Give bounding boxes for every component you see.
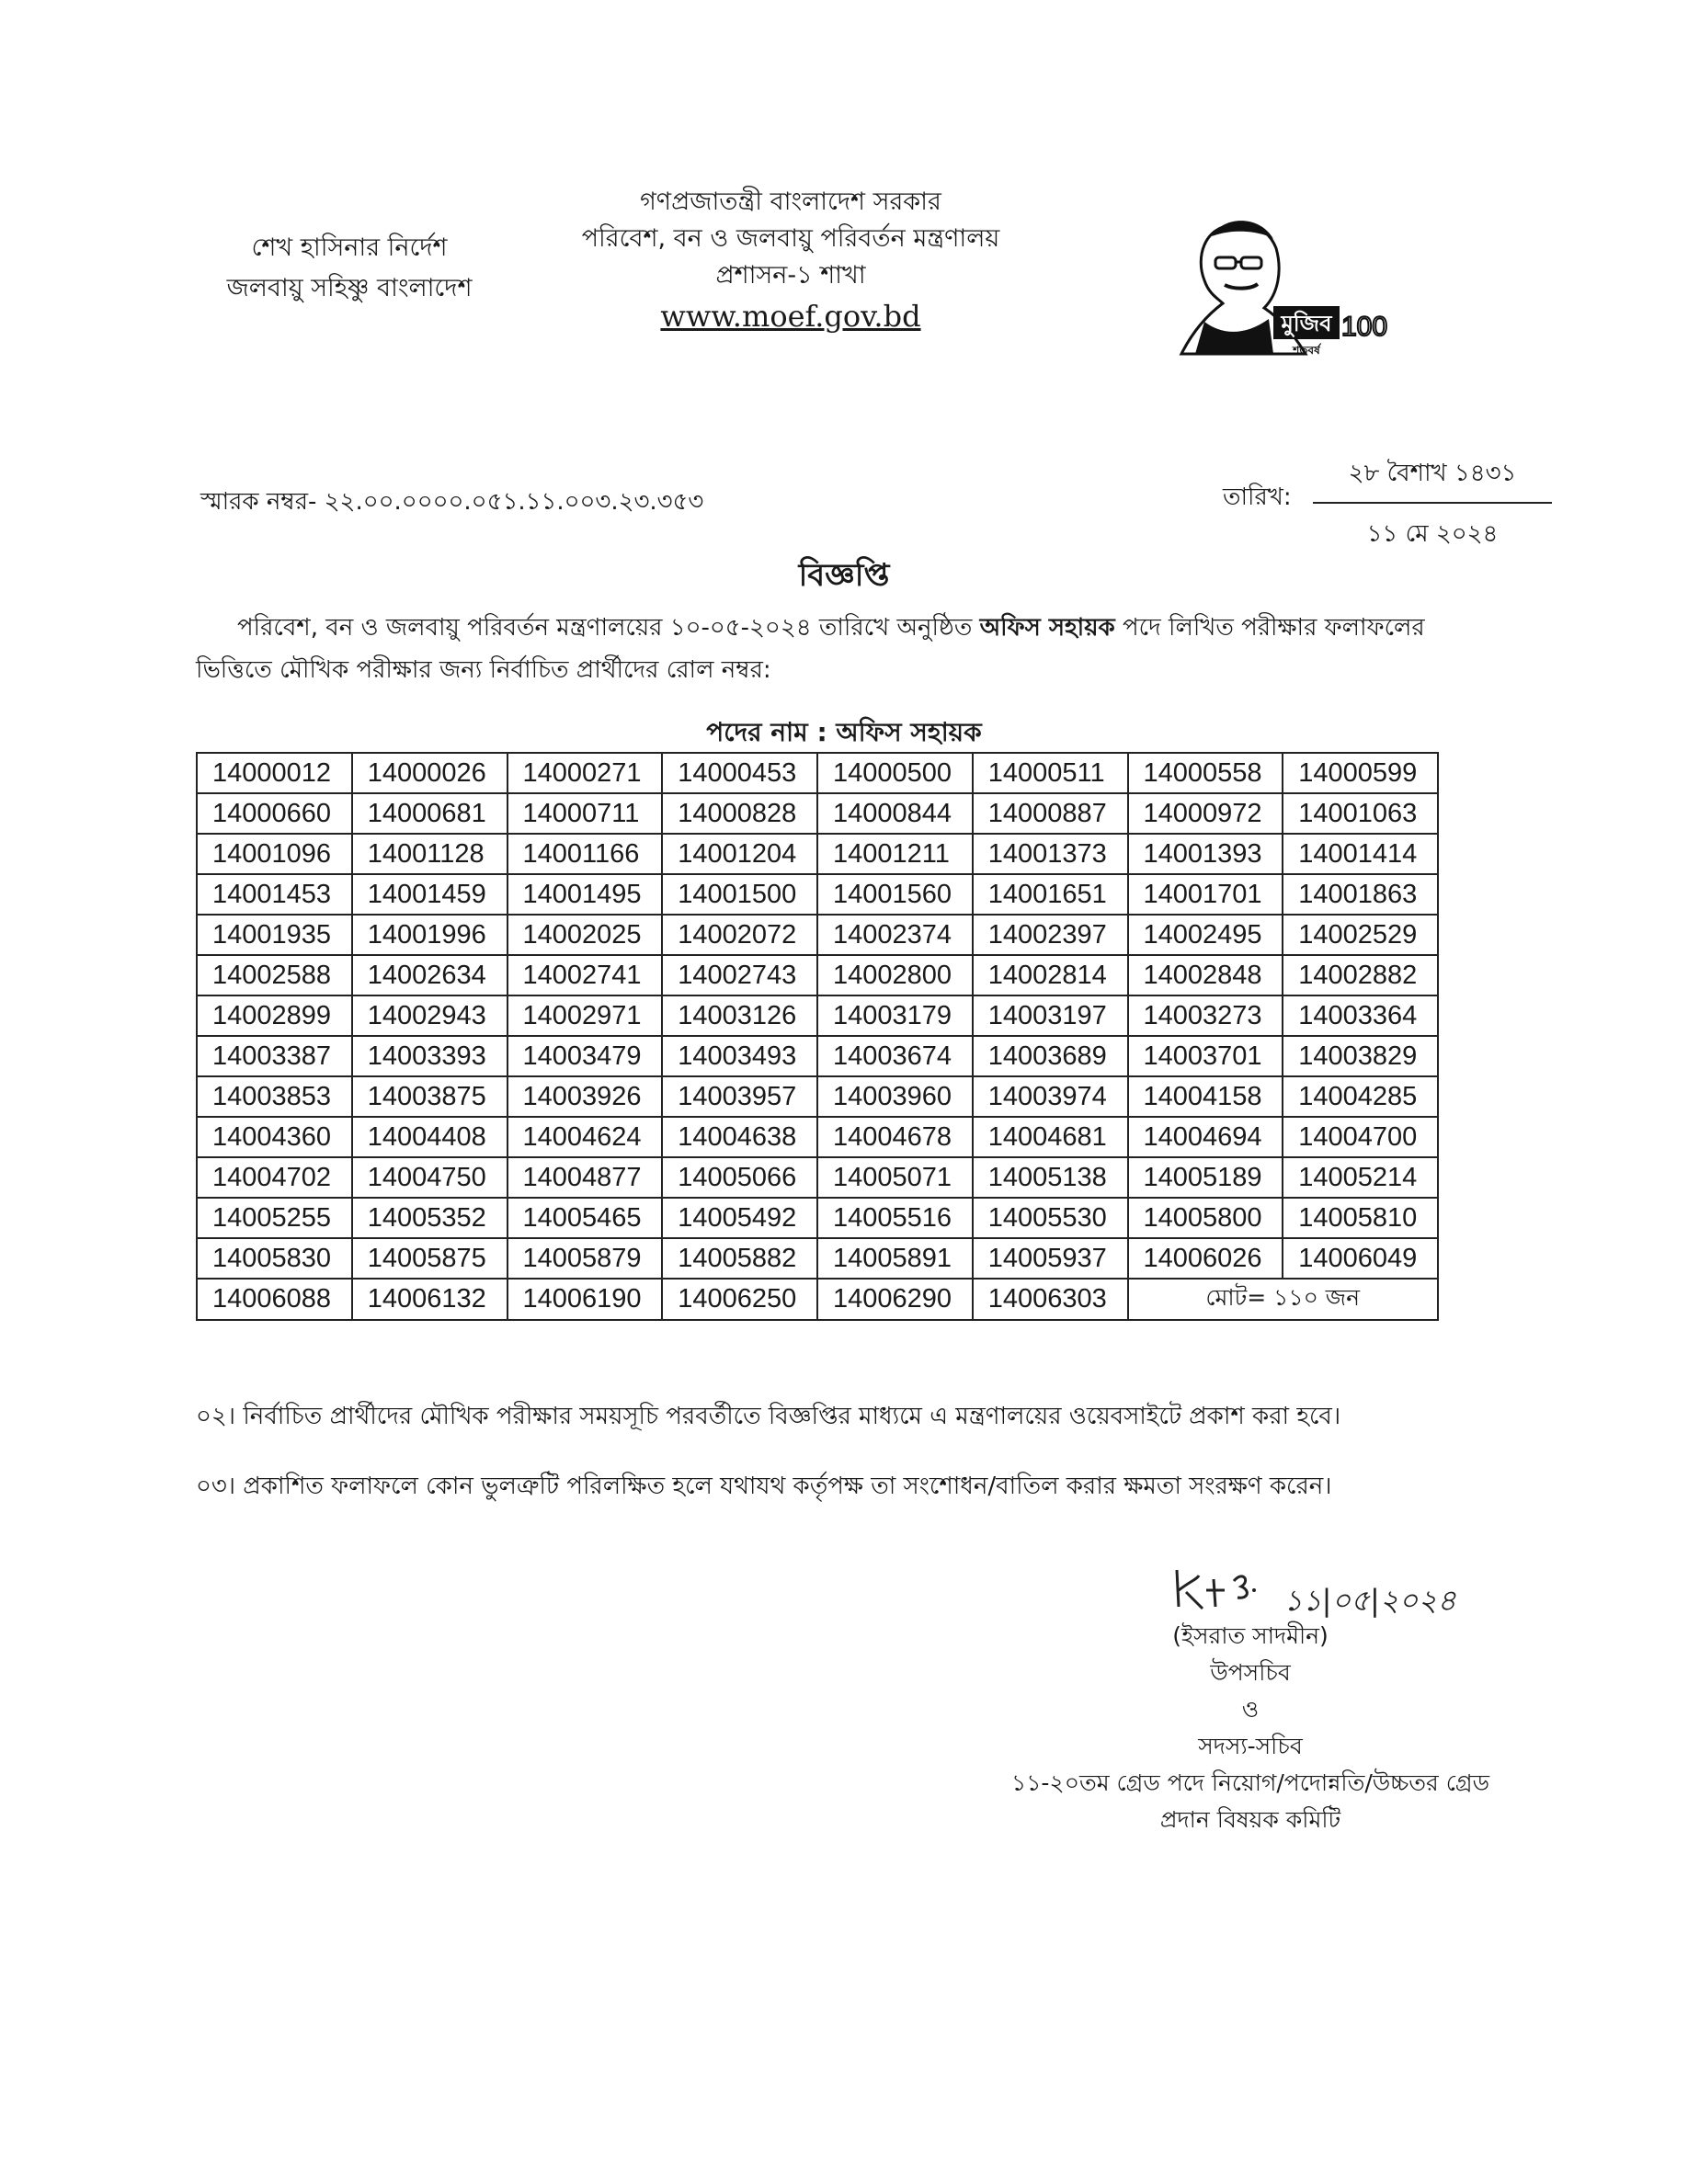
roll-cell: 14002899 [197,995,352,1036]
signatory-role: সদস্য-সচিব [1198,1733,1303,1759]
roll-cell: 14001459 [352,874,508,915]
roll-cell: 14004624 [508,1117,663,1157]
roll-cell: 14003960 [817,1076,973,1117]
roll-number-table [196,752,1439,1321]
logo-text: মুজিব [1281,311,1332,336]
roll-cell: 14005800 [1128,1198,1283,1238]
post-title: পদের নাম : অফিস সহায়ক [706,717,982,747]
roll-cell: 14000599 [1283,753,1438,793]
roll-cell: 14003853 [197,1076,352,1117]
roll-cell: 14002741 [508,955,663,995]
roll-cell: 14004285 [1283,1076,1438,1117]
table-row [197,1238,1438,1279]
roll-cell: 14000972 [1128,793,1283,834]
roll-cell: 14004408 [352,1117,508,1157]
roll-cell: 14000660 [197,793,352,834]
roll-cell: 14002025 [508,915,663,955]
roll-cell: 14002971 [508,995,663,1036]
roll-cell: 14003479 [508,1036,663,1076]
table-row [197,793,1438,834]
table-row [197,874,1438,915]
roll-cell: 14005071 [817,1157,973,1198]
paragraph-2: ০২। নির্বাচিত প্রার্থীদের মৌখিক পরীক্ষার সময়সূচি পরবর্তীতে বিজ্ঞপ্তির মাধ্যমে এ মন্ত্রণালয়ের ওয়েবসাইটে প্রকাশ করা হবে। [196,1403,1341,1430]
roll-cell: 14001500 [662,874,817,915]
roll-cell: 14003126 [662,995,817,1036]
roll-cell: 14001414 [1283,834,1438,874]
roll-cell: 14002634 [352,955,508,995]
roll-cell: 14004681 [973,1117,1128,1157]
mujib-100-logo [1168,207,1388,358]
roll-cell: 14000887 [973,793,1128,834]
roll-cell: 14003273 [1128,995,1283,1036]
body-post-name: অফিস সহায়ক [979,614,1115,642]
roll-cell: 14005352 [352,1198,508,1238]
roll-cell: 14001166 [508,834,663,874]
roll-cell: 14006132 [352,1279,508,1320]
roll-cell: 14005875 [352,1238,508,1279]
logo-number: 100 [1340,312,1388,342]
roll-cell: 14004360 [197,1117,352,1157]
date-block [1313,454,1552,555]
roll-cell: 14004158 [1128,1076,1283,1117]
roll-cell: 14000558 [1128,753,1283,793]
date-english: ১১ মে ২০২৪ [1366,520,1499,548]
roll-cell: 14004702 [197,1157,352,1198]
roll-cell: 14002814 [973,955,1128,995]
roll-cell: 14005882 [662,1238,817,1279]
roll-cell: 14003179 [817,995,973,1036]
roll-cell: 14001495 [508,874,663,915]
roll-cell: 14005937 [973,1238,1128,1279]
roll-cell: 14004700 [1283,1117,1438,1157]
roll-cell: 14003829 [1283,1036,1438,1076]
signature-date: ১১|০৫|২০২৪ [1283,1583,1456,1618]
roll-cell: 14003701 [1128,1036,1283,1076]
roll-cell: 14001996 [352,915,508,955]
roll-cell: 14002943 [352,995,508,1036]
table-row [197,1157,1438,1198]
roll-cell: 14001373 [973,834,1128,874]
roll-cell: 14000844 [817,793,973,834]
roll-cell: 14006290 [817,1279,973,1320]
roll-cell: 14001651 [973,874,1128,915]
signatory-designation: উপসচিব [1210,1659,1291,1686]
roll-cell: 14001204 [662,834,817,874]
roll-cell: 14003875 [352,1076,508,1117]
roll-cell: 14002495 [1128,915,1283,955]
roll-cell: 14001063 [1283,793,1438,834]
total-count: মোট= ১১০ জন [1128,1279,1439,1320]
roll-cell: 14002743 [662,955,817,995]
roll-cell: 14003926 [508,1076,663,1117]
table-row [197,753,1438,793]
table-row [197,1036,1438,1076]
roll-cell: 14005189 [1128,1157,1283,1198]
roll-cell: 14000711 [508,793,663,834]
roll-cell: 14004694 [1128,1117,1283,1157]
roll-cell: 14002588 [197,955,352,995]
roll-cell: 14000681 [352,793,508,834]
roll-cell: 14001935 [197,915,352,955]
roll-cell: 14005066 [662,1157,817,1198]
slogan-line-1: শেখ হাসিনার নির্দেশ [251,233,448,262]
branch-name: প্রশাসন-১ শাখা [715,261,866,290]
table-row [197,1076,1438,1117]
roll-cell: 14000500 [817,753,973,793]
roll-cell: 14003689 [973,1036,1128,1076]
notice-body [196,607,1446,691]
roll-cell: 14001701 [1128,874,1283,915]
roll-cell: 14003493 [662,1036,817,1076]
body-text-2: পদে লিখিত পরীক্ষার ফলাফলের ভিত্তিতে মৌখিক পরীক্ষার জন্য নির্বাচিত প্রার্থীদের রোল নম্বর: [196,614,1425,684]
roll-cell: 14005465 [508,1198,663,1238]
roll-cell: 14001560 [817,874,973,915]
signatory-name: (ইসরাত সাদমীন) [1172,1622,1329,1649]
roll-cell: 14006026 [1128,1238,1283,1279]
roll-cell: 14000828 [662,793,817,834]
roll-cell: 14003674 [817,1036,973,1076]
roll-cell: 14006190 [508,1279,663,1320]
roll-cell: 14004678 [817,1117,973,1157]
government-name: গণপ্রজাতন্ত্রী বাংলাদেশ সরকার [640,188,941,216]
roll-cell: 14004638 [662,1117,817,1157]
roll-cell: 14005530 [973,1198,1128,1238]
signatory-and: ও [1241,1696,1260,1723]
committee-line-1: ১১-২০তম গ্রেড পদে নিয়োগ/পদোন্নতি/উচ্চতর গ্রেড [1010,1769,1490,1796]
roll-cell: 14004750 [352,1157,508,1198]
roll-cell: 14001096 [197,834,352,874]
roll-cell: 14005214 [1283,1157,1438,1198]
roll-cell: 14005830 [197,1238,352,1279]
roll-cell: 14002374 [817,915,973,955]
roll-cell: 14000012 [197,753,352,793]
roll-cell: 14002882 [1283,955,1438,995]
memo-number: স্মারক নম্বর- ২২.০০.০০০০.০৫১.১১.০০৩.২৩.৩৫৩ [200,488,704,516]
roll-cell: 14002397 [973,915,1128,955]
website-link[interactable]: www.moef.gov.bd [660,299,921,334]
roll-cell: 14001211 [817,834,973,874]
roll-cell: 14004877 [508,1157,663,1198]
roll-cell: 14005138 [973,1157,1128,1198]
roll-cell: 14006049 [1283,1238,1438,1279]
roll-cell: 14006250 [662,1279,817,1320]
letterhead [515,184,1066,335]
roll-cell: 14005255 [197,1198,352,1238]
roll-cell: 14000511 [973,753,1128,793]
roll-cell: 14000026 [352,753,508,793]
date-label: তারিখ: [1223,483,1292,511]
roll-cell: 14005492 [662,1198,817,1238]
roll-cell: 14001863 [1283,874,1438,915]
ministry-name: পরিবেশ, বন ও জলবায়ু পরিবর্তন মন্ত্রণালয় [581,224,1000,253]
signatory-block [1010,1618,1490,1838]
roll-cell: 14003957 [662,1076,817,1117]
roll-cell: 14003364 [1283,995,1438,1036]
roll-cell: 14005516 [817,1198,973,1238]
paragraph-3: ০৩। প্রকাশিত ফলাফলে কোন ভুলত্রুটি পরিলক্ষিত হলে যথাযথ কর্তৃপক্ষ তা সংশোধন/বাতিল করার ক্ষমতা সংরক্ষণ করেন। [196,1473,1332,1500]
table-row [197,1198,1438,1238]
body-text-1: পরিবেশ, বন ও জলবায়ু পরিবর্তন মন্ত্রণালয়ের ১০-০৫-২০২৪ তারিখে অনুষ্ঠিত [237,614,980,642]
notice-title: বিজ্ঞপ্তি [798,557,890,594]
table-row [197,834,1438,874]
roll-cell: 14001453 [197,874,352,915]
roll-cell: 14002072 [662,915,817,955]
roll-cell: 14001128 [352,834,508,874]
table-row [197,995,1438,1036]
slogan [165,228,533,309]
table-row [197,955,1438,995]
logo-subtext: শতবর্ষ [1293,344,1320,357]
roll-cell: 14006088 [197,1279,352,1320]
table-row [197,1117,1438,1157]
roll-cell: 14006303 [973,1279,1128,1320]
table-row [197,1279,1438,1320]
roll-cell: 14005879 [508,1238,663,1279]
roll-cell: 14005810 [1283,1198,1438,1238]
roll-cell: 14005891 [817,1238,973,1279]
roll-cell: 14002800 [817,955,973,995]
roll-cell: 14003393 [352,1036,508,1076]
roll-cell: 14001393 [1128,834,1283,874]
roll-cell: 14000453 [662,753,817,793]
roll-cell: 14003387 [197,1036,352,1076]
slogan-line-2: জলবায়ু সহিষ্ণু বাংলাদেশ [226,274,473,302]
date-bangla: ২৮ বৈশাখ ১৪৩১ [1313,454,1552,504]
committee-line-2: প্রদান বিষয়ক কমিটি [1159,1806,1341,1833]
roll-cell: 14000271 [508,753,663,793]
roll-cell: 14002848 [1128,955,1283,995]
roll-cell: 14003974 [973,1076,1128,1117]
roll-cell: 14002529 [1283,915,1438,955]
roll-cell: 14003197 [973,995,1128,1036]
table-row [197,915,1438,955]
